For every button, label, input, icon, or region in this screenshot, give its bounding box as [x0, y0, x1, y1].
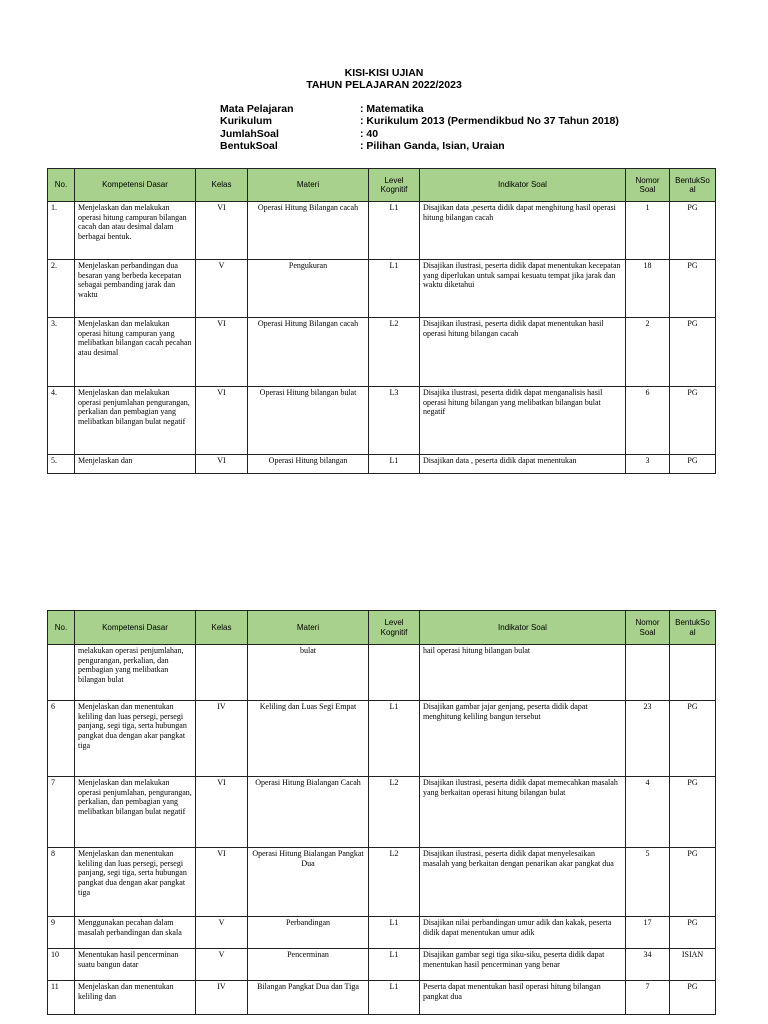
topic-cell: Operasi Hitung Bialangan Cacah: [248, 777, 369, 848]
question-number-cell: [626, 645, 670, 701]
info-row-question-form: [220, 140, 619, 152]
row-number-cell: 2.: [48, 260, 75, 318]
question-number-cell: 34: [626, 949, 670, 981]
question-number-cell: 4: [626, 777, 670, 848]
indicator-cell: Disajikan data , peserta didik dapat menentukan: [420, 455, 626, 474]
info-row-question-count: [220, 128, 619, 140]
row-number-cell: 10: [48, 949, 75, 981]
table-row: [48, 917, 716, 949]
row-number-cell: 9: [48, 917, 75, 949]
indicator-cell: Disajikan data ,peserta didik dapat menghitung hasil operasi hitung bilangan cacah: [420, 202, 626, 260]
column-header: BentukSo al: [670, 169, 716, 202]
column-header: Nomor Soal: [626, 169, 670, 202]
question-form-cell: ISIAN: [670, 949, 716, 981]
column-header: Nomor Soal: [626, 611, 670, 645]
column-header: Kompetensi Dasar: [75, 611, 196, 645]
table-row: [48, 981, 716, 1015]
cognitive-level-cell: L1: [369, 701, 420, 777]
topic-cell: Perbandingan: [248, 917, 369, 949]
topic-cell: Operasi Hitung Bilangan cacah: [248, 318, 369, 387]
cognitive-level-cell: L1: [369, 981, 420, 1015]
info-value: : Pilihan Ganda, Isian, Uraian: [360, 139, 505, 152]
table-row: [48, 777, 716, 848]
info-value: : Matematika: [360, 103, 424, 115]
document-title: KISI-KISI UJIAN: [344, 67, 424, 79]
grade-cell: V: [196, 949, 248, 981]
info-row-curriculum: [220, 115, 619, 127]
competency-cell: Menjelaskan dan menentukan keliling dan luas persegi, persegi panjang, segi tiga, serta hubungan pangkat dua dengan akar pangkat tiga: [75, 701, 196, 777]
row-number-cell: [48, 645, 75, 701]
question-form-cell: [670, 645, 716, 701]
row-number-cell: 11: [48, 981, 75, 1015]
row-number-cell: 3.: [48, 318, 75, 387]
row-number-cell: 6: [48, 701, 75, 777]
question-form-cell: PG: [670, 202, 716, 260]
indicator-cell: Disajika ilustrasi, peserta didik dapat menganalisis hasil operasi hitung bilangan yang melibatkan bilangan bulat negatif: [420, 387, 626, 455]
indicator-cell: Disajikan ilustrasi, peserta didik dapat menentukan hasil operasi hitung bilangan cacah: [420, 318, 626, 387]
column-header: Materi: [248, 169, 369, 202]
info-label: JumlahSoal: [220, 127, 279, 140]
table-header-row: [48, 611, 716, 645]
info-row-subject: [220, 103, 619, 115]
grade-cell: IV: [196, 981, 248, 1015]
column-header: No.: [48, 169, 75, 202]
question-form-cell: PG: [670, 387, 716, 455]
competency-cell: Menjelaskan dan menentukan keliling dan: [75, 981, 196, 1015]
competency-cell: Menggunakan pecahan dalam masalah perbandingan dan skala: [75, 917, 196, 949]
indicator-cell: hail operasi hitung bilangan bulat: [420, 645, 626, 701]
question-form-cell: PG: [670, 848, 716, 917]
question-number-cell: 1: [626, 202, 670, 260]
competency-cell: Menjelaskan dan melakukan operasi hitung campuran yang melibatkan bilangan cacah pecahan atau desimal: [75, 318, 196, 387]
indicator-cell: Disajikan ilustrasi, peserta didik dapat memecahkan masalah yang berkaitan operasi hitung bilangan bulat: [420, 777, 626, 848]
row-number-cell: 5.: [48, 455, 75, 474]
column-header: Indikator Soal: [420, 169, 626, 202]
table-row: [48, 949, 716, 981]
indicator-cell: Disajikan ilustrasi, peserta didik dapat menyelesaikan masalah yang berkaitan dengan penarikan akar pangkat dua: [420, 848, 626, 917]
question-form-cell: PG: [670, 318, 716, 387]
question-number-cell: 5: [626, 848, 670, 917]
table-row: [48, 387, 716, 455]
cognitive-level-cell: L1: [369, 949, 420, 981]
info-label: Kurikulum: [220, 115, 272, 128]
cognitive-level-cell: L2: [369, 777, 420, 848]
exam-grid-table-2: [47, 610, 716, 1015]
question-number-cell: 7: [626, 981, 670, 1015]
info-value: : Kurikulum 2013 (Permendikbud No 37 Tahun 2018): [360, 115, 619, 128]
cognitive-level-cell: L1: [369, 455, 420, 474]
table-body: [48, 202, 716, 474]
cognitive-level-cell: L1: [369, 917, 420, 949]
indicator-cell: Peserta dapat menentukan hasil operasi hitung bilangan pangkat dua: [420, 981, 626, 1015]
grade-cell: [196, 645, 248, 701]
competency-cell: melakukan operasi penjumlahan, pengurangan, perkalian, dan pembagian yang melibatkan bilangan bulat: [75, 645, 196, 701]
exam-grid-table-1: [47, 168, 716, 474]
question-number-cell: 6: [626, 387, 670, 455]
grade-cell: IV: [196, 701, 248, 777]
exam-info: [220, 103, 619, 152]
topic-cell: Pencerminan: [248, 949, 369, 981]
document-subtitle: TAHUN PELAJARAN 2022/2023: [306, 79, 462, 91]
grade-cell: VI: [196, 318, 248, 387]
competency-cell: Menjelaskan perbandingan dua besaran yang berbeda kecepatan sebagai pembanding jarak dan waktu: [75, 260, 196, 318]
topic-cell: Operasi Hitung Bilangan cacah: [248, 202, 369, 260]
topic-cell: Operasi Hitung bilangan: [248, 455, 369, 474]
column-header: Level Kognitif: [369, 611, 420, 645]
info-label: Mata Pelajaran: [220, 103, 294, 115]
grade-cell: VI: [196, 455, 248, 474]
row-number-cell: 7: [48, 777, 75, 848]
row-number-cell: 8: [48, 848, 75, 917]
table-row: [48, 701, 716, 777]
indicator-cell: Disajikan gambar segi tiga siku-siku, peserta didik dapat menentukan hasil pencerminan yang benar: [420, 949, 626, 981]
info-value: : 40: [360, 127, 379, 140]
competency-cell: Menjelaskan dan melakukan operasi hitung campuran bilangan cacah dan atau desimal dalam berbagai bentuk.: [75, 202, 196, 260]
grade-cell: VI: [196, 848, 248, 917]
table-row: [48, 848, 716, 917]
row-number-cell: 4.: [48, 387, 75, 455]
column-header: Materi: [248, 611, 369, 645]
table-row: [48, 318, 716, 387]
indicator-cell: Disajikan ilustrasi, peserta didik dapat menentukan kecepatan yang diperlukan untuk sampai kesuatu tempat jika jarak dan waktu diketahui: [420, 260, 626, 318]
cognitive-level-cell: L2: [369, 318, 420, 387]
table-body: [48, 645, 716, 1015]
table-row: [48, 260, 716, 318]
column-header: BentukSo al: [670, 611, 716, 645]
grade-cell: V: [196, 260, 248, 318]
competency-cell: Menjelaskan dan melakukan operasi penjumlahan pengurangan, perkalian dan pembagian yang melibatkan bilangan bulat negatif: [75, 387, 196, 455]
cognitive-level-cell: L3: [369, 387, 420, 455]
question-form-cell: PG: [670, 917, 716, 949]
question-number-cell: 17: [626, 917, 670, 949]
row-number-cell: 1.: [48, 202, 75, 260]
cognitive-level-cell: L1: [369, 202, 420, 260]
competency-cell: Menentukan hasil pencerminan suatu bangun datar: [75, 949, 196, 981]
column-header: Level Kognitif: [369, 169, 420, 202]
table-header-row: [48, 169, 716, 202]
topic-cell: bulat: [248, 645, 369, 701]
cognitive-level-cell: L1: [369, 260, 420, 318]
table-row: [48, 455, 716, 474]
question-number-cell: 3: [626, 455, 670, 474]
competency-cell: Menjelaskan dan melakukan operasi penjumlahan, pengurangan, perkalian, dan pembagian yang melibatkan bilangan bulat negatif: [75, 777, 196, 848]
question-form-cell: PG: [670, 701, 716, 777]
grade-cell: VI: [196, 202, 248, 260]
question-form-cell: PG: [670, 455, 716, 474]
column-header: Kelas: [196, 611, 248, 645]
cognitive-level-cell: [369, 645, 420, 701]
indicator-cell: Disajikan nilai perbandingan umur adik dan kakak, peserta didik dapat menentukan umur adik: [420, 917, 626, 949]
topic-cell: Operasi Hitung Bialangan Pangkat Dua: [248, 848, 369, 917]
question-number-cell: 2: [626, 318, 670, 387]
column-header: Kelas: [196, 169, 248, 202]
question-form-cell: PG: [670, 981, 716, 1015]
competency-cell: Menjelaskan dan: [75, 455, 196, 474]
question-form-cell: PG: [670, 777, 716, 848]
topic-cell: Operasi Hitung bilangan bulat: [248, 387, 369, 455]
column-header: Kompetensi Dasar: [75, 169, 196, 202]
topic-cell: Pengukuran: [248, 260, 369, 318]
indicator-cell: Disajikan gambar jajar genjang, peserta didik dapat menghitung keliling bangun tersebut: [420, 701, 626, 777]
grade-cell: V: [196, 917, 248, 949]
column-header: No.: [48, 611, 75, 645]
column-header: Indikator Soal: [420, 611, 626, 645]
grade-cell: VI: [196, 387, 248, 455]
question-number-cell: 18: [626, 260, 670, 318]
question-number-cell: 23: [626, 701, 670, 777]
table-row: [48, 645, 716, 701]
table-row: [48, 202, 716, 260]
question-form-cell: PG: [670, 260, 716, 318]
grade-cell: VI: [196, 777, 248, 848]
cognitive-level-cell: L2: [369, 848, 420, 917]
info-label: BentukSoal: [220, 139, 278, 152]
topic-cell: Keliling dan Luas Segi Empat: [248, 701, 369, 777]
topic-cell: Bilangan Pangkat Dua dan Tiga: [248, 981, 369, 1015]
competency-cell: Menjelaskan dan menentukan keliling dan luas persegi, persegi panjang, segi tiga, serta hubungan pangkat dua dengan akar pangkat tiga: [75, 848, 196, 917]
